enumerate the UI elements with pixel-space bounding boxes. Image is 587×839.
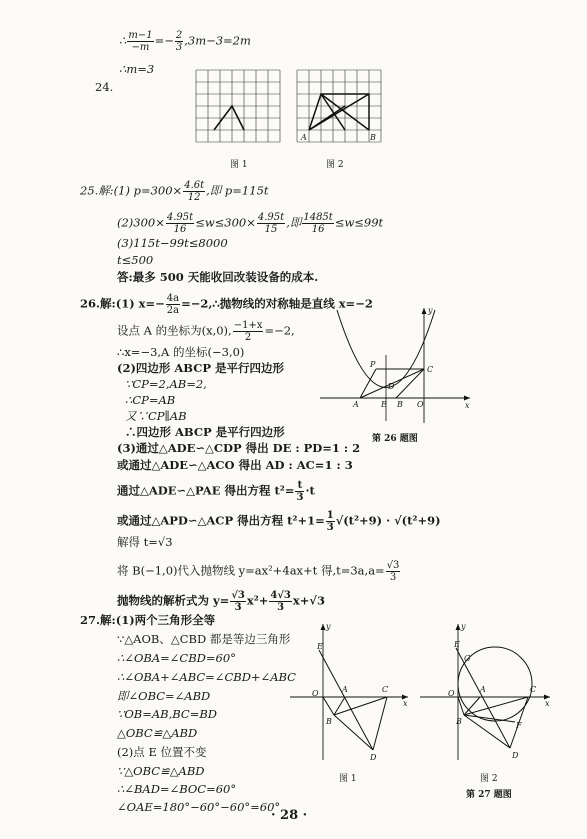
p26-label-p: P <box>370 360 376 369</box>
p27-f1-label-y: y <box>326 622 331 631</box>
p26-line-6: ∴CP=AB <box>125 393 176 407</box>
p24-label-b: B <box>370 133 376 142</box>
p27-fig1-caption: 图 1 <box>339 774 357 784</box>
p26-label-y: y <box>428 306 433 315</box>
p24-figure-1 <box>196 70 280 146</box>
p26-figure <box>315 305 475 425</box>
p24-label-a: A <box>301 133 307 142</box>
p26-line-9: (3)通过△ADE∽△CDP 得出 DE : PD=1 : 2 <box>117 441 361 455</box>
p26-line-8: ∴四边形 ABCP 是平行四边形 <box>125 425 285 439</box>
p27-line-5: 即∠OBC=∠ABD <box>117 689 211 703</box>
p27-line-7: △OBC≌△ABD <box>117 726 198 740</box>
p27-f2-label-c: C <box>530 685 537 694</box>
p27-line-10: ∴∠BAD=∠BOC=60° <box>117 782 237 796</box>
p27-line-9: ∵△OBC≌△ABD <box>117 764 205 778</box>
p25-answer: 答:最多 500 天能收回改装设备的成本. <box>117 270 319 284</box>
p26-label-b: B <box>397 400 403 409</box>
p27-caption: 第 27 题图 <box>466 790 512 800</box>
p27-f1-label-x: x <box>403 699 408 708</box>
p27-line-2: ∵△AOB、△CBD 都是等边三角形 <box>117 632 291 646</box>
p27-f2-label-f: F <box>516 721 522 730</box>
p26-line-15: 抛物线的解析式为 y= $\frac{√3}{3}$ x²+ $\frac{4√3}{3}$ x+√3 <box>117 590 325 613</box>
p25-line-4: t≤500 <box>117 253 154 267</box>
p23-line-2: ∴m=3 <box>119 62 155 76</box>
p26-caption: 第 26 题图 <box>372 434 418 444</box>
p27-figure-2 <box>420 620 560 765</box>
p27-fig2-caption: 图 2 <box>480 774 498 784</box>
p26-label-e: E <box>381 400 387 409</box>
p24-figure-2 <box>297 70 381 146</box>
p25-line-1: 25.解:(1) p=300× $\frac{4.6t}{12}$ ,即 p=115t <box>80 180 269 203</box>
p24-number: 24. <box>95 80 114 94</box>
p27-line-11: ∠OAE=180°−60°−60°=60° <box>117 800 281 814</box>
page-number: · 28 · <box>271 808 308 823</box>
p26-line-1: 26.解:(1) x=− $\frac{4a}{2a}$ =−2,∴抛物线的对称轴是直线 x=−2 <box>80 293 373 316</box>
p26-line-5: ∵CP=2,AB=2, <box>125 377 207 391</box>
p27-f1-label-a: A <box>342 685 348 694</box>
p27-f2-label-e: E <box>454 640 460 649</box>
p27-f2-label-a: A <box>480 685 486 694</box>
p26-label-x: x <box>465 401 470 410</box>
p27-f1-label-o: O <box>312 689 319 698</box>
p27-line-3: ∴∠OBA=∠CBD=60° <box>117 651 236 665</box>
p24-fig2-caption: 图 2 <box>326 160 344 170</box>
p27-f2-label-o: O <box>448 689 455 698</box>
p26-line-3: ∴x=−3,A 的坐标(−3,0) <box>117 345 245 359</box>
p26-line-12: 或通过△APD∽△ACP 得出方程 t²+1= $\frac{1}{3}$ √(t²+9) · √(t²+9) <box>117 510 441 533</box>
p27-line-4: ∴∠OBA+∠ABC=∠CBD+∠ABC <box>117 670 296 684</box>
p27-f1-label-e: E <box>317 642 323 651</box>
p26-line-14: 将 B(−1,0)代入抛物线 y=ax²+4ax+t 得,t=3a,a= $\frac{√3}{3}$ <box>117 560 400 583</box>
p26-line-13: 解得 t=√3 <box>117 535 173 549</box>
p27-f1-label-b: B <box>326 717 332 726</box>
p27-f2-label-d: D <box>512 751 519 760</box>
p26-label-c: C <box>427 365 434 374</box>
p27-f1-label-d: D <box>370 753 377 762</box>
p26-label-a: A <box>353 400 359 409</box>
p26-line-4: (2)四边形 ABCP 是平行四边形 <box>117 361 285 375</box>
p26-label-o: O <box>417 400 424 409</box>
p23-line-1: ∴ $\frac{m-1}{-m}$ =− $\frac{2}{3}$ ,3m−3=2m <box>119 30 251 53</box>
p27-f2-label-y: y <box>461 622 466 631</box>
p26-line-10: 或通过△ADE∽△ACO 得出 AD : AC=1 : 3 <box>117 458 353 472</box>
p27-f2-label-x: x <box>545 699 550 708</box>
p27-f2-label-g: G <box>464 654 471 663</box>
p27-f2-label-b: B <box>456 717 462 726</box>
p26-line-11: 通过△ADE∽△PAE 得出方程 t²= $\frac{t}{3}$ ·t <box>117 480 315 503</box>
p26-label-d: D <box>388 382 395 391</box>
p27-figure-1 <box>290 620 410 765</box>
p27-line-8: (2)点 E 位置不变 <box>117 745 207 759</box>
p24-fig1-caption: 图 1 <box>230 160 248 170</box>
p27-f1-label-c: C <box>382 685 389 694</box>
p27-line-6: ∵OB=AB,BC=BD <box>117 707 218 721</box>
p26-line-7: 又∵CP∥AB <box>125 409 187 423</box>
p25-line-2: (2)300× $\frac{4.95t}{16}$ ≤w≤300× $\frac{4.95t}{15}$ ,即 $\frac{1485t}{16}$ ≤w≤99t <box>117 212 384 235</box>
p27-line-1: 27.解:(1)两个三角形全等 <box>80 613 216 627</box>
p25-line-3: (3)115t−99t≤8000 <box>117 236 228 250</box>
p26-line-2: 设点 A 的坐标为(x,0), $\frac{-1+x}{2}$ =−2, <box>117 320 295 343</box>
